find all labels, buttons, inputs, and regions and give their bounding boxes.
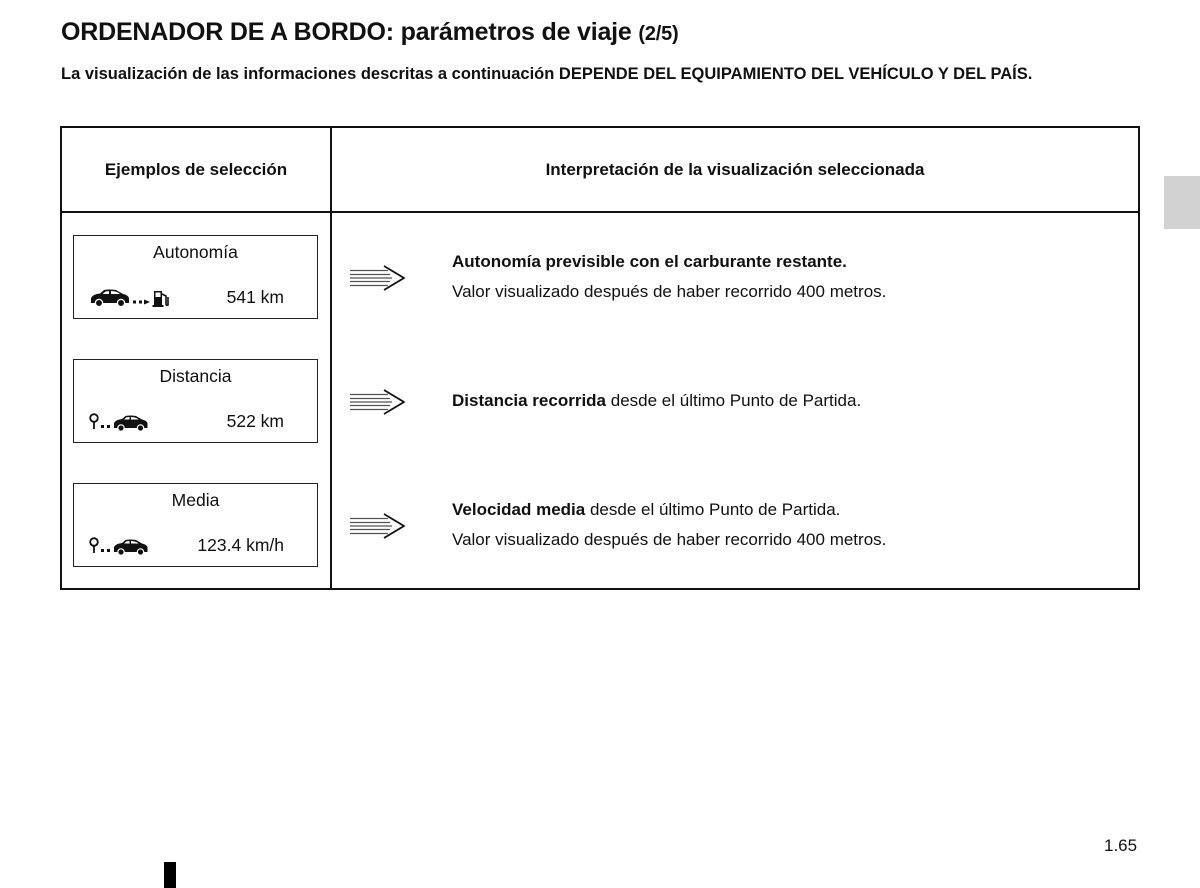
arrow-icon xyxy=(348,389,406,420)
display-value: 123.4 km/h xyxy=(197,535,284,555)
description-text: desde el último Punto de Partida. xyxy=(606,391,862,410)
start-point-to-car-icon xyxy=(88,534,160,563)
car-to-fuel-pump-icon xyxy=(88,286,174,315)
display-label: Media xyxy=(171,490,220,510)
display-media xyxy=(73,483,318,567)
display-label: Distancia xyxy=(159,366,232,386)
description-line-1 xyxy=(452,495,1132,525)
arrow-icon xyxy=(348,265,406,296)
description-bold: Velocidad media xyxy=(452,500,586,519)
display-autonomia xyxy=(73,235,318,319)
display-value: 541 km xyxy=(226,287,284,307)
description-line-1 xyxy=(452,386,1132,416)
description-distancia xyxy=(452,386,1132,416)
column-header-interpretation: Interpretación de la visualización seleccionada xyxy=(545,159,925,179)
description-autonomia xyxy=(452,247,1132,307)
page-title-part: (2/5) xyxy=(638,23,679,45)
display-distancia xyxy=(73,359,318,443)
description-text: desde el último Punto de Partida. xyxy=(585,500,841,519)
arrow-icon xyxy=(348,513,406,544)
display-label: Autonomía xyxy=(153,242,238,262)
page-title-text: ORDENADOR DE A BORDO: parámetros de viaje xyxy=(61,18,632,46)
page-subtitle: La visualización de las informaciones descritas a continuación DEPENDE DEL EQUIPAMIENTO DEL VEHÍCULO Y DEL PAÍS. xyxy=(61,65,1033,83)
start-point-to-car-icon xyxy=(88,410,160,439)
margin-marker xyxy=(164,862,176,888)
page-title xyxy=(61,18,679,47)
section-side-tab xyxy=(1164,176,1200,229)
page-number: 1.65 xyxy=(1104,836,1138,855)
description-line-1 xyxy=(452,247,1132,277)
column-header-examples: Ejemplos de selección xyxy=(104,159,288,179)
description-line-2: Valor visualizado después de haber recorrido 400 metros. xyxy=(452,282,887,301)
trip-parameters-table xyxy=(60,126,1140,590)
header-divider xyxy=(62,211,1138,213)
description-bold: Autonomía previsible con el carburante restante. xyxy=(452,252,847,271)
description-line-2: Valor visualizado después de haber recorrido 400 metros. xyxy=(452,530,887,549)
description-media xyxy=(452,495,1132,555)
description-bold: Distancia recorrida xyxy=(452,391,607,410)
display-value: 522 km xyxy=(226,411,284,431)
